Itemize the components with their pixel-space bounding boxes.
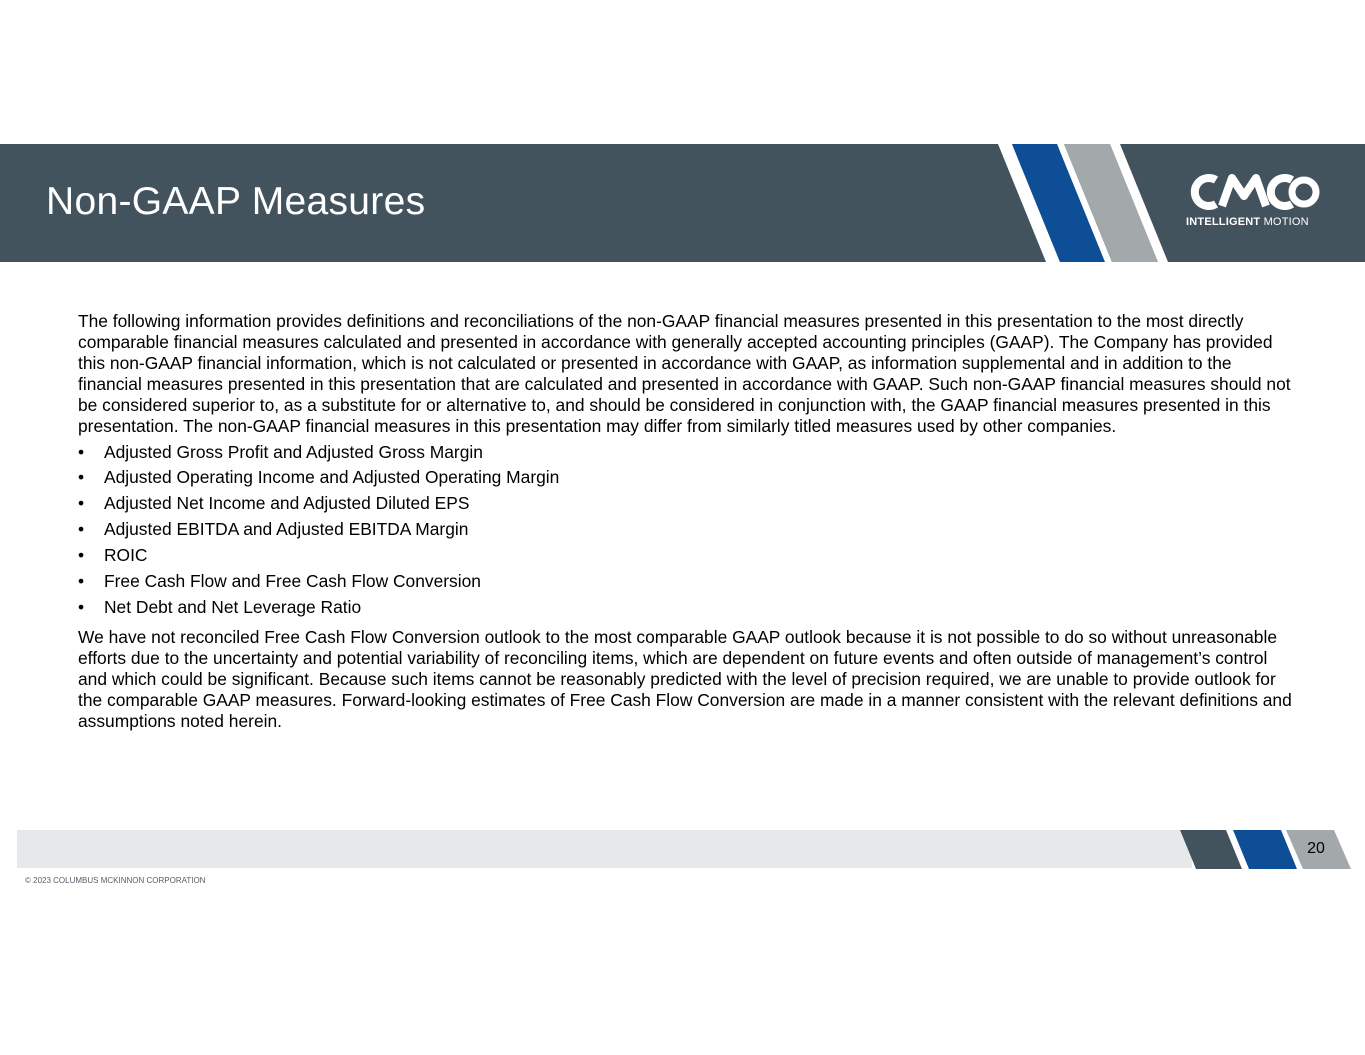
bullet-icon: • [78,519,85,540]
bullet-icon: • [78,596,85,617]
list-item-label: Adjusted EBITDA and Adjusted EBITDA Margin [104,519,469,540]
list-item-label: ROIC [104,545,148,566]
bullet-icon: • [78,493,85,514]
logo-tagline [1186,216,1309,228]
footer-band [17,830,1192,868]
slide-content [78,311,1300,732]
copyright-notice: © 2023 COLUMBUS MCKINNON CORPORATION [25,876,206,885]
list-item [78,543,1300,569]
page-number: 20 [1307,840,1325,857]
measures-list [78,440,1300,621]
page-title: Non-GAAP Measures [46,180,426,223]
bullet-icon: • [78,441,85,462]
list-item-label: Adjusted Operating Income and Adjusted Operating Margin [104,467,560,488]
list-item [78,440,1300,466]
cmco-logo-icon [1186,174,1320,210]
footer-shape-slate [1180,830,1242,869]
list-item [78,517,1300,543]
list-item [78,595,1300,621]
list-item-label: Free Cash Flow and Free Cash Flow Conversion [104,571,481,592]
intro-paragraph: The following information provides definitions and reconciliations of the non-GAAP financial measures presented in this presentation to the most directly comparable financial measures calculated and presented in accordance with generally accepted accounting principles (GAAP). The Company has provided this non-GAAP financial information, which is not calculated or presented in accordance with GAAP, as information supplemental and in addition to the financial measures presented in this presentation that are calculated and presented in accordance with GAAP. Such non-GAAP financial measures should not be considered superior to, as a substitute for or alternative to, and should be considered in conjunction with, the GAAP financial measures presented in this presentation. The non-GAAP financial measures in this presentation may differ from similarly titled measures used by other companies. [78,311,1291,437]
list-item [78,569,1300,595]
bullet-icon: • [78,571,85,592]
list-item-label: Net Debt and Net Leverage Ratio [104,596,362,617]
list-item-label: Adjusted Net Income and Adjusted Diluted EPS [104,493,470,514]
company-logo [1180,174,1330,234]
logo-tagline-bold: INTELLIGENT [1186,216,1261,228]
logo-tagline-light: MOTION [1260,216,1309,228]
header-band [0,144,1365,262]
bullet-icon: • [78,545,85,566]
bullet-icon: • [78,467,85,488]
list-item [78,491,1300,517]
list-item-label: Adjusted Gross Profit and Adjusted Gross Margin [104,441,483,462]
outlook-paragraph: We have not reconciled Free Cash Flow Conversion outlook to the most comparable GAAP outlook because it is not possible to do so without unreasonable efforts due to the uncertainty and potential variability of reconciling items, which are dependent on future events and often outside of management’s control and which could be significant. Because such items cannot be reasonably predicted with the level of precision required, we are unable to provide outlook for the comparable GAAP measures. Forward-looking estimates of Free Cash Flow Conversion are made in a manner consistent with the relevant definitions and assumptions noted herein. [78,626,1292,732]
list-item [78,465,1300,491]
footer-shape-blue [1233,830,1297,869]
